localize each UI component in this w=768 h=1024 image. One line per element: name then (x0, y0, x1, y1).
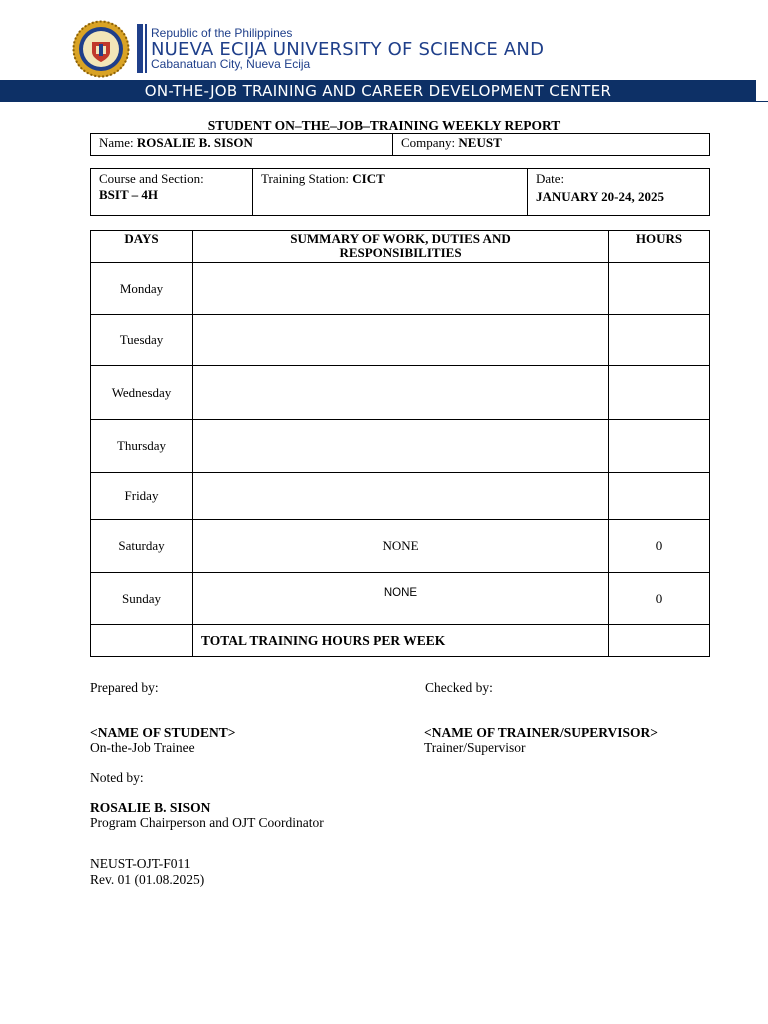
table-row (91, 473, 710, 520)
summary-cell[interactable] (193, 420, 609, 473)
total-label: TOTAL TRAINING HOURS PER WEEK (193, 625, 609, 657)
checked-by-label: Checked by: (425, 680, 493, 695)
header-summary: SUMMARY OF WORK, DUTIES AND RESPONSIBILITIES (193, 231, 609, 263)
course-value: BSIT – 4H (99, 187, 159, 202)
course-cell (91, 169, 253, 216)
summary-cell[interactable] (193, 263, 609, 315)
form-code: NEUST-OJT-F011 (90, 856, 191, 871)
student-info-table (90, 133, 710, 156)
date-cell (528, 169, 710, 216)
header-divider (137, 24, 143, 73)
total-hours-cell[interactable] (609, 625, 710, 657)
summary-cell[interactable] (193, 366, 609, 420)
coordinator-role: Program Chairperson and OJT Coordinator (90, 815, 324, 830)
summary-cell[interactable] (193, 473, 609, 520)
company-label: Company: (401, 135, 456, 150)
report-title: STUDENT ON–THE–JOB–TRAINING WEEKLY REPORT (207, 118, 561, 133)
banner-title: ON-THE-JOB TRAINING AND CAREER DEVELOPMENT CENTER (144, 82, 612, 100)
name-cell (91, 134, 393, 156)
summary-cell[interactable] (193, 315, 609, 366)
coordinator-name: ROSALIE B. SISON (90, 800, 211, 815)
station-label: Training Station: (261, 171, 350, 186)
course-label: Course and Section: (99, 171, 204, 186)
hours-cell[interactable] (609, 315, 710, 366)
day-cell: Sunday (91, 573, 193, 625)
day-cell: Wednesday (91, 366, 193, 420)
table-row (91, 520, 710, 573)
hours-cell[interactable] (609, 263, 710, 315)
total-empty-cell (91, 625, 193, 657)
republic-text: Republic of the Philippines (151, 26, 293, 40)
noted-by-label: Noted by: (90, 770, 144, 785)
name-label: Name: (99, 135, 134, 150)
day-cell: Thursday (91, 420, 193, 473)
table-row (91, 366, 710, 420)
company-value: NEUST (458, 135, 502, 150)
hours-cell[interactable] (609, 420, 710, 473)
city-text: Cabanatuan City, Nueva Ecija (151, 57, 311, 71)
student-role: On-the-Job Trainee (90, 740, 195, 755)
hours-cell[interactable]: 0 (609, 520, 710, 573)
table-row (91, 263, 710, 315)
company-cell (393, 134, 710, 156)
header-hours: HOURS (609, 231, 710, 263)
day-cell: Saturday (91, 520, 193, 573)
table-row (91, 573, 710, 625)
summary-cell[interactable]: NONE (193, 573, 609, 625)
day-cell: Monday (91, 263, 193, 315)
table-row (91, 315, 710, 366)
hours-cell[interactable] (609, 473, 710, 520)
university-seal-logo (72, 20, 130, 78)
station-cell (253, 169, 528, 216)
date-label: Date: (536, 171, 565, 186)
hours-cell[interactable]: 0 (609, 573, 710, 625)
student-name-placeholder: <NAME OF STUDENT> (90, 725, 236, 740)
hours-cell[interactable] (609, 366, 710, 420)
day-cell: Friday (91, 473, 193, 520)
name-value: ROSALIE B. SISON (136, 135, 253, 150)
table-row (91, 420, 710, 473)
trainer-name-placeholder: <NAME OF TRAINER/SUPERVISOR> (424, 725, 658, 740)
total-row (91, 625, 710, 657)
trainer-role: Trainer/Supervisor (424, 740, 526, 755)
prepared-by-label: Prepared by: (90, 680, 159, 695)
course-info-table (90, 168, 710, 216)
header-days: DAYS (91, 231, 193, 263)
summary-cell[interactable]: NONE (193, 520, 609, 573)
day-cell: Tuesday (91, 315, 193, 366)
revision-text: Rev. 01 (01.08.2025) (90, 872, 205, 887)
university-name: NUEVA ECIJA UNIVERSITY OF SCIENCE AND (151, 39, 545, 60)
station-value: CICT (352, 171, 385, 186)
weekly-report-table (90, 230, 710, 657)
date-value: JANUARY 20-24, 2025 (536, 189, 664, 204)
